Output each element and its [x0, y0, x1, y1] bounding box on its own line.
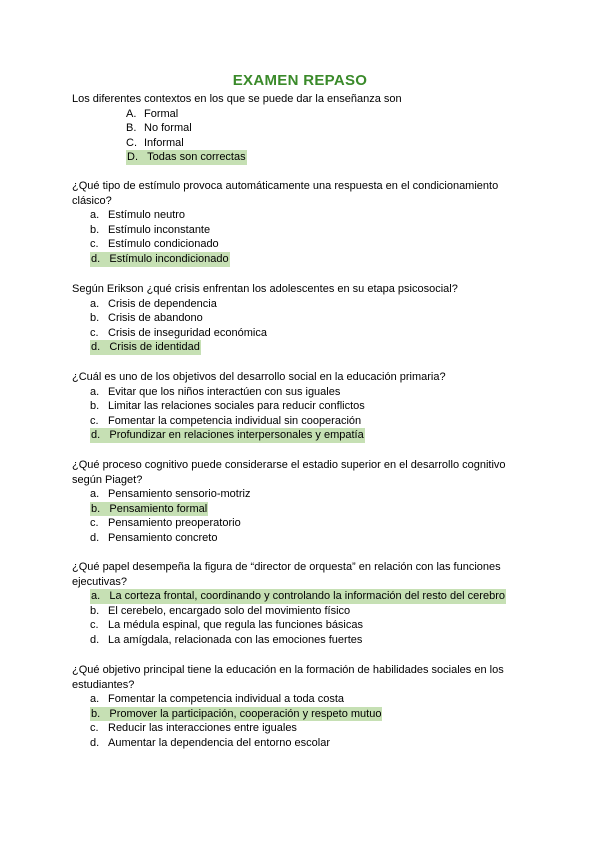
option-letter: d.: [90, 736, 100, 749]
option-letter: D.: [127, 151, 138, 164]
option-b[interactable]: [72, 399, 527, 414]
options-list: [72, 487, 527, 545]
option-text: La amígdala, relacionada con las emociones fuertes: [108, 633, 363, 646]
option-d[interactable]: [72, 736, 527, 751]
option-text: Crisis de identidad: [109, 341, 200, 354]
option-b-correct[interactable]: [72, 707, 527, 722]
option-d-correct[interactable]: [72, 252, 527, 267]
correct-option-highlight: [90, 428, 365, 443]
option-letter: d.: [91, 252, 101, 265]
question-1: [72, 92, 527, 165]
option-letter: d.: [91, 429, 101, 442]
question-text: ¿Qué objetivo principal tiene la educación en la formación de habilidades sociales en los estudiantes?: [72, 664, 504, 691]
option-letter: b.: [90, 223, 100, 236]
option-a[interactable]: [72, 385, 527, 400]
option-a-correct[interactable]: [72, 589, 527, 604]
question-3: [72, 282, 527, 355]
option-text: Pensamiento concreto: [108, 531, 218, 544]
correct-option-highlight: [126, 150, 247, 165]
question-5: [72, 458, 527, 546]
options-list: [72, 589, 527, 647]
question-text: ¿Qué tipo de estímulo provoca automáticamente una respuesta en el condicionamiento clásico?: [72, 180, 499, 207]
option-d[interactable]: [72, 531, 527, 546]
option-letter: c.: [90, 517, 99, 530]
question-text: Los diferentes contextos en los que se puede dar la enseñanza son: [72, 93, 402, 105]
option-d-correct[interactable]: [72, 428, 527, 443]
options-list: [72, 385, 527, 443]
option-text: Estímulo incondicionado: [109, 252, 229, 265]
option-c[interactable]: [72, 721, 527, 736]
option-text: La médula espinal, que regula las funciones básicas: [108, 619, 363, 632]
option-text: Formal: [144, 107, 179, 120]
option-letter: c.: [90, 238, 99, 251]
option-letter: d.: [90, 633, 100, 646]
option-letter: A.: [126, 107, 137, 120]
option-letter: a.: [90, 209, 100, 222]
option-c[interactable]: [72, 516, 527, 531]
option-b-correct[interactable]: [72, 502, 527, 517]
option-d-correct[interactable]: [72, 340, 527, 355]
option-a[interactable]: [72, 107, 527, 122]
option-c[interactable]: [72, 136, 527, 151]
option-text: No formal: [144, 122, 192, 135]
option-a[interactable]: [72, 692, 527, 707]
question-4: [72, 370, 527, 443]
option-letter: b.: [91, 502, 101, 515]
option-text: Todas son correctas: [147, 151, 246, 164]
option-text: Crisis de dependencia: [108, 297, 217, 310]
option-text: Pensamiento preoperatorio: [108, 517, 241, 530]
question-7: [72, 663, 527, 751]
correct-option-highlight: [90, 340, 201, 355]
option-letter: c.: [90, 414, 99, 427]
options-list: [72, 692, 527, 750]
option-letter: c.: [90, 326, 99, 339]
question-2: [72, 179, 527, 267]
option-c[interactable]: [72, 237, 527, 252]
option-letter: b.: [90, 604, 100, 617]
option-text: Informal: [144, 136, 184, 149]
question-text: ¿Qué proceso cognitivo puede considerarse el estadio superior en el desarrollo cognitivo según Piaget?: [72, 459, 506, 486]
options-list: [72, 208, 527, 266]
option-letter: b.: [90, 400, 100, 413]
option-letter: a.: [90, 488, 100, 501]
option-b[interactable]: [72, 604, 527, 619]
option-text: La corteza frontal, coordinando y controlando la información del resto del cerebro: [109, 590, 505, 603]
option-letter: c.: [90, 619, 99, 632]
option-d[interactable]: [72, 633, 527, 648]
page-title: EXAMEN REPASO: [232, 72, 368, 89]
option-text: Reducir las interacciones entre iguales: [108, 722, 297, 735]
option-letter: a.: [90, 297, 100, 310]
correct-option-highlight: [90, 707, 382, 722]
option-text: Fomentar la competencia individual a toda costa: [108, 693, 345, 706]
option-text: Fomentar la competencia individual sin cooperación: [108, 414, 362, 427]
option-letter: a.: [90, 693, 100, 706]
question-text: ¿Cuál es uno de los objetivos del desarrollo social en la educación primaria?: [72, 371, 446, 383]
option-c[interactable]: [72, 618, 527, 633]
option-text: Pensamiento sensorio-motriz: [108, 488, 251, 501]
option-d-correct[interactable]: [72, 150, 527, 165]
option-b[interactable]: [72, 223, 527, 238]
option-letter: d.: [90, 531, 100, 544]
option-letter: c.: [90, 722, 99, 735]
option-text: Limitar las relaciones sociales para reducir conflictos: [108, 400, 365, 413]
option-a[interactable]: [72, 487, 527, 502]
correct-option-highlight: [90, 502, 208, 517]
question-6: [72, 560, 527, 648]
option-a[interactable]: [72, 297, 527, 312]
option-c[interactable]: [72, 326, 527, 341]
option-text: Estímulo inconstante: [108, 223, 211, 236]
option-letter: a.: [90, 385, 100, 398]
option-text: Pensamiento formal: [109, 502, 208, 515]
options-list: [72, 107, 527, 165]
option-text: Evitar que los niños interactúen con sus iguales: [108, 385, 341, 398]
option-letter: b.: [91, 707, 101, 720]
question-text: Según Erikson ¿qué crisis enfrentan los adolescentes en su etapa psicosocial?: [72, 283, 458, 295]
correct-option-highlight: [90, 589, 506, 604]
option-letter: b.: [90, 312, 100, 325]
option-letter: B.: [126, 122, 137, 135]
option-text: Aumentar la dependencia del entorno escolar: [108, 736, 330, 749]
question-text: ¿Qué papel desempeña la figura de “director de orquesta” en relación con las funciones ejecutivas?: [72, 561, 501, 588]
option-text: El cerebelo, encargado solo del movimiento físico: [108, 604, 351, 617]
option-text: Promover la participación, cooperación y respeto mutuo: [109, 707, 382, 720]
option-letter: C.: [126, 136, 137, 149]
option-c[interactable]: [72, 414, 527, 429]
option-text: Crisis de inseguridad económica: [108, 326, 267, 339]
option-text: Estímulo condicionado: [108, 238, 219, 251]
option-b[interactable]: [72, 311, 527, 326]
option-letter: a.: [91, 590, 101, 603]
option-text: Crisis de abandono: [108, 312, 203, 325]
option-b[interactable]: [72, 121, 527, 136]
option-letter: d.: [91, 341, 101, 354]
options-list: [72, 297, 527, 355]
option-a[interactable]: [72, 208, 527, 223]
option-text: Profundizar en relaciones interpersonales y empatía: [109, 429, 364, 442]
option-text: Estímulo neutro: [108, 209, 186, 222]
correct-option-highlight: [90, 252, 230, 267]
